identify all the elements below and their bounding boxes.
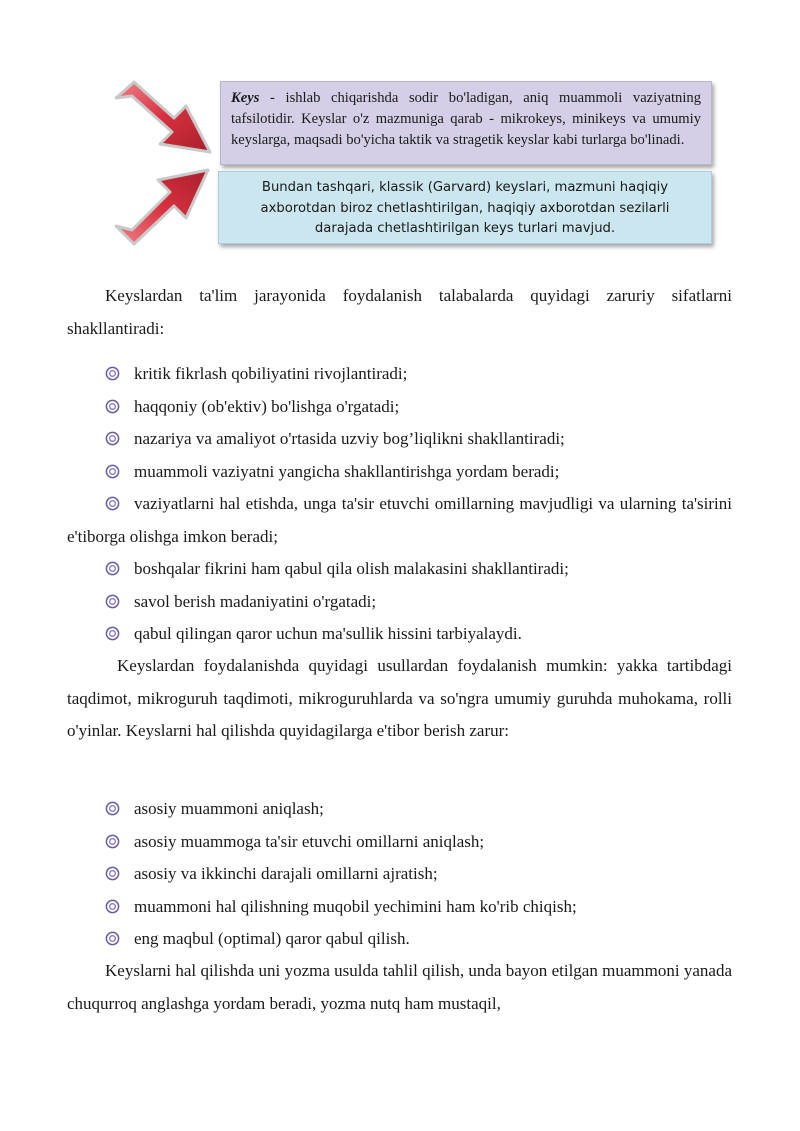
list-item-text: asosiy muammoni aniqlash; [134,799,324,818]
bullet-icon [105,464,120,479]
bullet-icon [105,366,120,381]
bullet-icon [105,431,120,446]
keys-term: Keys [231,90,260,106]
list-item [105,923,732,956]
keys-definition-text [231,88,701,151]
list-item [105,826,732,859]
list-item-text: muammoli vaziyatni yangicha shakllantirishga yordam beradi; [134,461,560,481]
section2-list [105,793,732,956]
bullet-icon [105,834,120,849]
bullet-icon [105,931,120,946]
section1-list [67,358,732,651]
list-item-text: eng maqbul (optimal) qaror qabul qilish. [134,929,410,948]
list-item-text: qabul qilingan qaror uchun ma'sullik hissini tarbiyalaydi. [134,624,522,643]
list-item-text: vaziyatlarni hal etishda, unga ta'sir etuvchi omillarning mavjudligi va ularning ta'sirini e'tiborga olishga imkon beradi; [67,494,732,546]
list-item-text: asosiy muammoga ta'sir etuvchi omillarni aniqlash; [134,831,485,851]
list-item [105,891,732,924]
classic-cases-box [218,171,712,244]
list-item-text: savol berish madaniyatini o'rgatadi; [134,591,377,611]
list-item [105,391,732,424]
keys-definition: - ishlab chiqarishda sodir bo'ladigan, aniq muammoli vaziyatning tafsilotidir. Keyslar o'z mazmuniga qarab - mikrokeys, minikeys va umumiy keyslarga, maqsadi bo'yicha taktik va stragetik keyslar kabi turlarga bo'linadi. [231,90,701,148]
bullet-icon [105,801,120,816]
bullet-icon [105,899,120,914]
list-item [67,488,732,553]
list-item [105,618,732,651]
arrow-icon-upper [112,78,216,166]
list-item-text: haqqoniy (ob'ektiv) bo'lishga o'rgatadi; [134,396,400,416]
list-item-text: boshqalar fikrini ham qabul qila olish malakasini shakllantiradi; [134,559,569,578]
list-item-text: kritik fikrlash qobiliyatini rivojlantiradi; [134,364,408,383]
classic-cases-text: Bundan tashqari, klassik (Garvard) keyslari, mazmuni haqiqiy axborotdan biroz chetlashtirilgan, haqiqiy axborotdan sezilarli darajada chetlashtirilgan keys turlari mavjud. [260,180,670,236]
list-item [105,553,732,586]
list-item [105,358,732,391]
list-item-text: nazariya va amaliyot o'rtasida uzviy bog’liqlikni shakllantiradi; [134,429,565,448]
list-item-text: muammoni hal qilishning muqobil yechimini ham ko'rib chiqish; [134,896,577,916]
keys-definition-box [220,81,712,165]
bullet-icon [105,561,120,576]
list-item [105,456,732,489]
list-item [105,793,732,826]
list-item [105,586,732,619]
section2-intro: Keyslardan foydalanishda quyidagi usullardan foydalanish mumkin: yakka tartibdagi taqdimot, mikroguruh taqdimoti, mikroguruhlarda va so'ngra umumiy guruhda muhokama, rolli o'yinlar. Keyslarni hal qilishda quyidagilarga e'tibor berish zarur: [67,656,732,740]
bullet-icon [105,399,120,414]
list-item-text: asosiy va ikkinchi darajali omillarni ajratish; [134,864,438,883]
bullet-icon [105,626,120,641]
bullet-icon [105,866,120,881]
arrow-icon-lower [110,160,214,250]
bullet-icon [105,496,120,511]
list-item [105,858,732,891]
bullet-icon [105,594,120,609]
list-item [105,423,732,456]
section1-intro: Keyslardan ta'lim jarayonida foydalanish talabalarda quyidagi zaruriy sifatlarni shakllantiradi: [67,286,732,338]
closing-paragraph: Keyslarni hal qilishda uni yozma usulda tahlil qilish, unda bayon etilgan muammoni yanada chuqurroq anglashga yordam beradi, yozma nutq ham mustaqil, [67,961,732,1013]
